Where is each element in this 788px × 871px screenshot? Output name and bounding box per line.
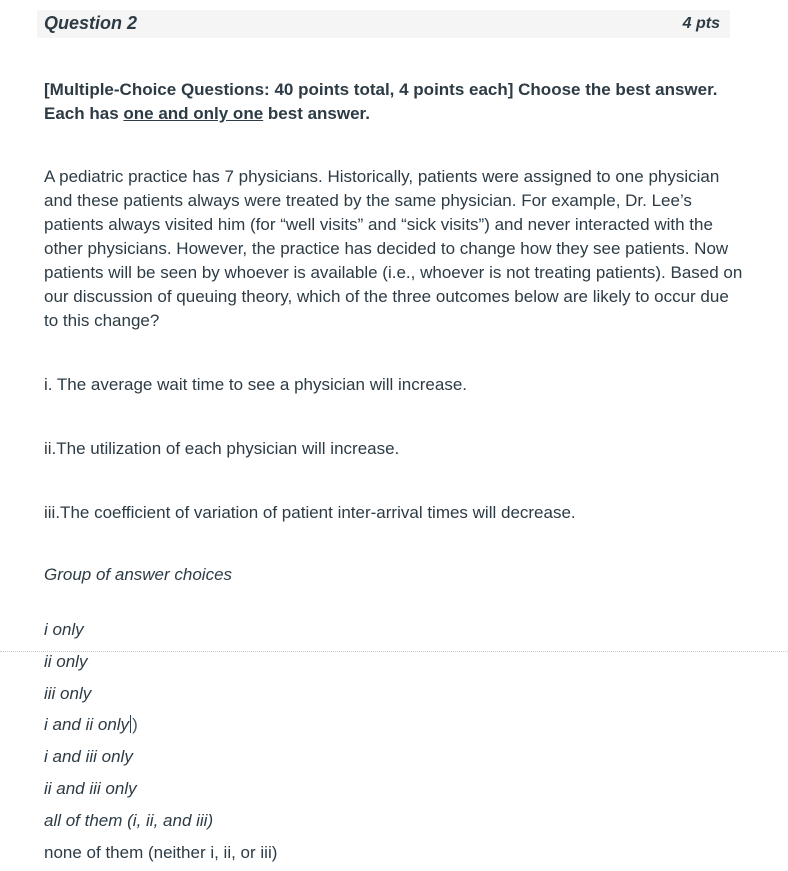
- statement-iii: iii.The coefficient of variation of patient inter-arrival times will decrease.: [44, 503, 576, 522]
- answer-choice-label: all of them (i, ii, and iii): [44, 811, 214, 830]
- answer-choice[interactable]: [44, 843, 277, 863]
- answer-choice-label: i and iii only: [44, 747, 133, 766]
- pointer-cursor-icon: ): [132, 715, 138, 734]
- question-stem: A pediatric practice has 7 physicians. Historically, patients were assigned to one physician and these patients always were treated by the same physician. For example, Dr. Lee’s patients always visited him (for “well visits” and “sick visits”) and never interacted with the other physicians. However, the practice has decided to change how they see patients. Now patients will be seen by whoever is available (i.e., whoever is not treating patients). Based on our discussion of queuing theory, which of the three outcomes below are likely to occur due to this change?: [44, 167, 743, 330]
- answer-choice-label: i and ii only: [44, 715, 130, 734]
- answer-choice[interactable]: [44, 779, 137, 799]
- statement-ii: ii.The utilization of each physician will increase.: [44, 439, 400, 458]
- answer-choice[interactable]: [44, 715, 138, 735]
- answer-choice-label: i only: [44, 620, 84, 639]
- question-points: 4 pts: [682, 15, 720, 32]
- answer-choice[interactable]: [44, 811, 213, 831]
- answer-choice-label: iii only: [44, 684, 92, 703]
- question-title: Question 2: [44, 13, 138, 33]
- answer-choice[interactable]: [44, 652, 87, 672]
- instructions-underlined: one and only one: [123, 104, 264, 123]
- answer-choices-label: Group of answer choices: [44, 565, 233, 584]
- text-cursor-icon: [130, 715, 131, 733]
- instructions-text-1: [Multiple-Choice Questions: 40 points total, 4 points each] Choose the best answer. Each has: [44, 80, 718, 123]
- answer-choice-label: ii only: [44, 652, 88, 671]
- question-instructions: [44, 78, 724, 126]
- question-header: [37, 10, 730, 38]
- answer-choice-label: ii and iii only: [44, 779, 137, 798]
- answer-choice[interactable]: [44, 620, 84, 640]
- instructions-text-2: best answer.: [263, 104, 370, 123]
- divider: [0, 651, 788, 652]
- answer-choice[interactable]: [44, 684, 91, 704]
- answer-choice[interactable]: [44, 747, 133, 767]
- answer-choice-label: none of them (neither i, ii, or iii): [44, 843, 278, 862]
- statement-i: i. The average wait time to see a physician will increase.: [44, 375, 467, 394]
